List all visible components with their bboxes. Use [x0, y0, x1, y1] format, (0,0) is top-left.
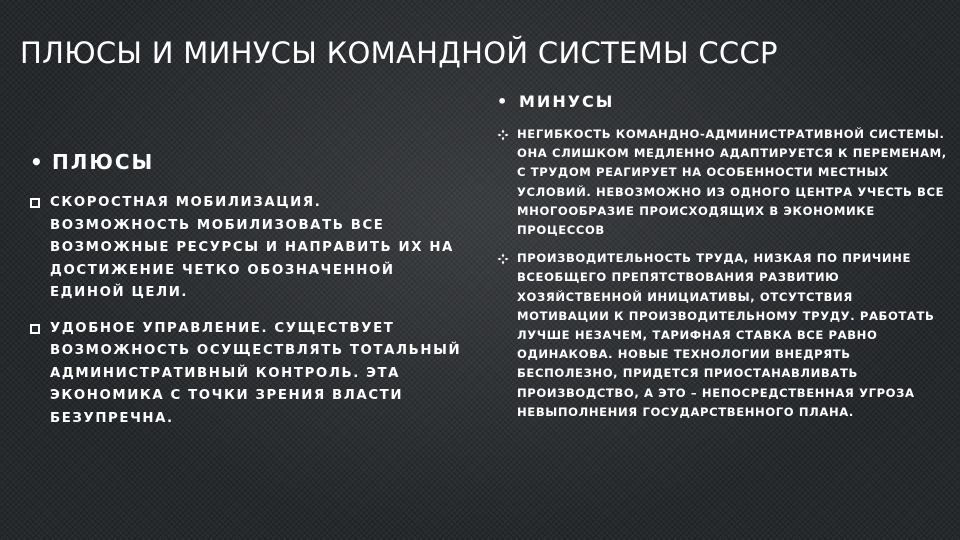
pros-heading-label: ПЛЮСЫ: [52, 150, 155, 174]
cons-item: [497, 125, 947, 240]
four-diamond-icon: [497, 249, 517, 422]
pros-item-text: СКОРОСТНАЯ МОБИЛИЗАЦИЯ. ВОЗМОЖНОСТЬ МОБИЛИЗОВАТЬ ВСЕ ВОЗМОЖНЫЕ РЕСУРСЫ И НАПРАВИТЬ ИХ НА ДОСТИЖЕНИЕ ЧЕТКО ОБОЗНАЧЕННОЙ ЕДИНОЙ ЦЕЛИ.: [50, 195, 454, 300]
cons-item: [497, 249, 947, 422]
four-diamond-icon: [497, 125, 517, 240]
pros-item: [30, 318, 465, 431]
cons-item-text: ПРОИЗВОДИТЕЛЬНОСТЬ ТРУДА, НИЗКАЯ ПО ПРИЧИНЕ ВСЕОБЩЕГО ПРЕПЯТСТВОВАНИЯ РАЗВИТИЮ ХОЗЯЙСТВЕННОЙ ИНИЦИАТИВЫ, ОТСУТСТВИЯ МОТИВАЦИИ К ПРОИЗВОДИТЕЛЬНОМУ ТРУДУ. РАБОТАТЬ ЛУЧШЕ НЕЗАЧЕМ, ТАРИФНАЯ СТАВКА ВСЕ РАВНО ОДИНАКОВА. НОВЫЕ ТЕХНОЛОГИИ ВНЕДРЯТЬ БЕСПОЛЕЗНО, ПРИДЕТСЯ ПРИОСТАНАВЛИВАТЬ ПРОИЗВОДСТВО, А ЭТО – НЕПОСРЕДСТВЕННАЯ УГРОЗА НЕВЫПОЛНЕНИЯ ГОСУДАРСТВЕННОГО ПЛАНА.: [517, 251, 935, 419]
pros-item-text: УДОБНОЕ УПРАВЛЕНИЕ. СУЩЕСТВУЕТ ВОЗМОЖНОСТЬ ОСУЩЕСТВЛЯТЬ ТОТАЛЬНЫЙ АДМИНИСТРАТИВНЫЙ КОНТРОЛЬ. ЭТА ЭКОНОМИКА С ТОЧКИ ЗРЕНИЯ ВЛАСТИ БЕЗУПРЕЧНА.: [50, 320, 462, 426]
pros-heading: [30, 150, 465, 174]
checkbox-square-icon: [30, 192, 50, 305]
slide-title: ПЛЮСЫ И МИНУСЫ КОМАНДНОЙ СИСТЕМЫ СССР: [20, 36, 778, 70]
cons-heading: [497, 92, 947, 111]
cons-item-text: НЕГИБКОСТЬ КОМАНДНО-АДМИНИСТРАТИВНОЙ СИСТЕМЫ. ОНА СЛИШКОМ МЕДЛЕННО АДАПТИРУЕТСЯ К ПЕРЕМЕНАМ, С ТРУДОМ РЕАГИРУЕТ НА ОСОБЕННОСТИ МЕСТНЫХ УСЛОВИЙ. НЕВОЗМОЖНО ИЗ ОДНОГО ЦЕНТРА УЧЕСТЬ ВСЕ МНОГООБРАЗИЕ ПРОИСХОДЯЩИХ В ЭКОНОМИКЕ ПРОЦЕССОВ: [517, 127, 947, 238]
bullet-dot-icon: •: [30, 150, 45, 174]
pros-item: [30, 192, 465, 305]
bullet-dot-icon: •: [497, 92, 510, 111]
cons-column: [497, 92, 947, 431]
cons-heading-label: МИНУСЫ: [519, 92, 615, 111]
pros-column: [30, 150, 465, 443]
checkbox-square-icon: [30, 318, 50, 431]
